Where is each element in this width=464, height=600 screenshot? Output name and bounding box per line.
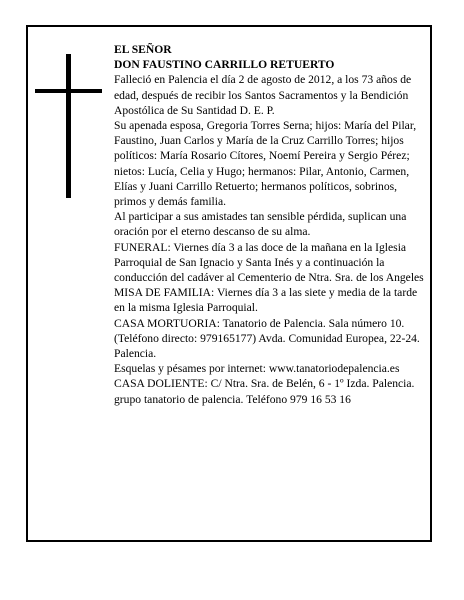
condolences-info: Esquelas y pésames por internet: www.tanatoriodepalencia.es <box>114 362 400 376</box>
death-announcement: Falleció en Palencia el día 2 de agosto de 2012, a los 73 años de edad, después de recibir los Santos Sacramentos y la Bendición Apostólica de Su Santidad D. E. P. <box>114 73 412 117</box>
mourning-house-info: CASA DOLIENTE: C/ Ntra. Sra. de Belén, 6 - 1º Izda. Palencia. <box>114 377 415 391</box>
funeral-info: FUNERAL: Viernes día 3 a las doce de la mañana en la Iglesia Parroquial de San Ignacio y Santa Inés y a continuación la conducción del cadáver al Cementerio de Ntra. Sra. de los Angeles <box>114 240 424 285</box>
cross-horizontal-bar <box>35 89 102 93</box>
obituary-title: EL SEÑOR <box>114 43 172 56</box>
mortuary-info: CASA MORTUORIA: Tanatorio de Palencia. Sala número 10. (Teléfono directo: 979165177) Avda. Comunidad Europea, 22-24. Palencia. <box>114 316 420 361</box>
family-mass-info: MISA DE FAMILIA: Viernes día 3 a las siete y media de la tarde en la misma Iglesia Parroquial. <box>114 286 418 315</box>
cross-vertical-bar <box>66 54 71 198</box>
deceased-name: DON FAUSTINO CARRILLO RETUERTO <box>114 58 335 72</box>
funeral-home-contact: grupo tanatorio de palencia. Teléfono 979 16 53 16 <box>114 392 351 406</box>
prayer-request: Al participar a sus amistades tan sensible pérdida, suplican una oración por el eterno descanso de su alma. <box>114 210 407 239</box>
family-list: Su apenada esposa, Gregoria Torres Serna; hijos: María del Pilar, Faustino, Juan Carlos y María de la Cruz Carrillo Torres; hijos políticos: María Rosario Cítores, Noemí Pereira y Sergio Pérez; nietos: Lucía, Celia y Hugo; hermanos: Pilar, Antonio, Carmen, Elías y Juani Carrillo Retuerto; hermanos políticos, sobrinos, primos y demás familia. <box>114 119 417 209</box>
obituary-text <box>114 42 424 407</box>
